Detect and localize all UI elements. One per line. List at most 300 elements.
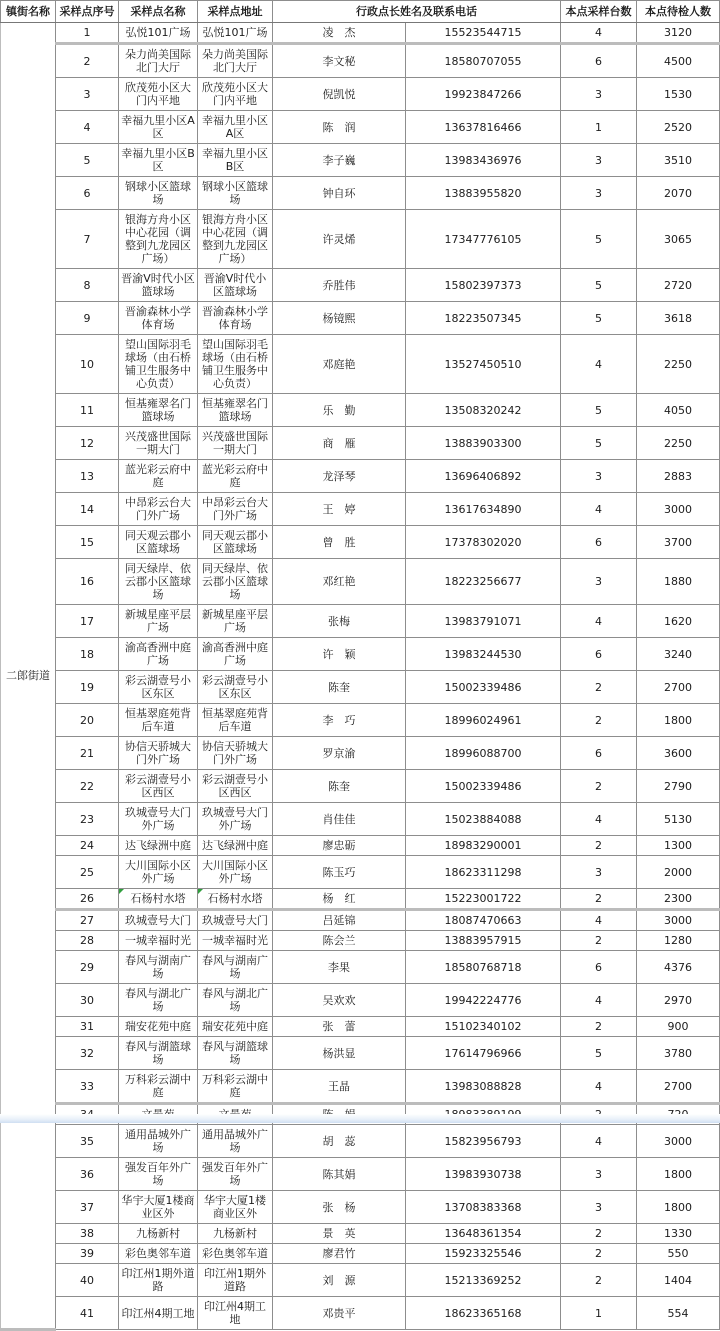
site-name-cell: 印江州1期外道路: [119, 1264, 198, 1297]
table-row: [1, 605, 720, 638]
site-addr-cell: 新城星座平层广场: [198, 605, 273, 638]
contact-phone-cell: 13983436976: [406, 144, 561, 177]
contact-name-cell: 曾 胜: [273, 526, 406, 559]
stations-count-cell: 4: [561, 23, 637, 44]
site-addr-cell: 瑞安花苑中庭: [198, 1017, 273, 1037]
stations-count-cell: 3: [561, 460, 637, 493]
contact-phone-cell: 13527450510: [406, 335, 561, 394]
table-row: [1, 526, 720, 559]
contact-name-cell: 罗京渝: [273, 737, 406, 770]
header-seq: 采样点序号: [56, 1, 119, 23]
site-name-cell: 银海方舟小区中心花园（调整到九龙园区广场）: [119, 210, 198, 269]
people-count-cell: 3780: [637, 1037, 720, 1070]
site-seq-cell: 25: [56, 856, 119, 889]
site-name-cell: 通用晶城外广场: [119, 1125, 198, 1158]
contact-name-cell: 王晶: [273, 1070, 406, 1104]
site-seq-cell: 28: [56, 931, 119, 951]
site-addr-cell: 朵力尚美国际北门大厅: [198, 44, 273, 78]
stations-count-cell: 3: [561, 78, 637, 111]
site-name-cell: 中昂彩云台大门外广场: [119, 493, 198, 526]
stations-count-cell: 4: [561, 335, 637, 394]
table-row: [1, 111, 720, 144]
stations-count-cell: 2: [561, 889, 637, 910]
stations-count-cell: 1: [561, 1297, 637, 1330]
stations-count-cell: 3: [561, 1158, 637, 1191]
site-seq-cell: 19: [56, 671, 119, 704]
site-addr-cell: 钢球小区篮球场: [198, 177, 273, 210]
table-row: [1, 836, 720, 856]
contact-phone-cell: 15223001722: [406, 889, 561, 910]
contact-name-cell: 龙泽琴: [273, 460, 406, 493]
contact-phone-cell: 13696406892: [406, 460, 561, 493]
site-seq-cell: 40: [56, 1264, 119, 1297]
stations-count-cell: 5: [561, 1037, 637, 1070]
contact-name-cell: 倪凯悦: [273, 78, 406, 111]
contact-phone-cell: 13983791071: [406, 605, 561, 638]
header-people: 本点待检人数: [637, 1, 720, 23]
contact-name-cell: 张梅: [273, 605, 406, 638]
site-seq-cell: 39: [56, 1244, 119, 1264]
table-row: [1, 269, 720, 302]
people-count-cell: 3510: [637, 144, 720, 177]
contact-phone-cell: 18623311298: [406, 856, 561, 889]
table-row: [1, 78, 720, 111]
site-name-cell: 欣茂苑小区大门内平地: [119, 78, 198, 111]
stations-count-cell: 2: [561, 1264, 637, 1297]
site-seq-cell: 8: [56, 269, 119, 302]
site-seq-cell: 22: [56, 770, 119, 803]
contact-phone-cell: 13508320242: [406, 394, 561, 427]
stations-count-cell: 5: [561, 269, 637, 302]
site-name-cell: 协信天骄城大门外广场: [119, 737, 198, 770]
stations-count-cell: 4: [561, 605, 637, 638]
site-name-cell: 恒基翠庭苑背后车道: [119, 704, 198, 737]
stations-count-cell: 2: [561, 1244, 637, 1264]
table-row: [1, 1125, 720, 1158]
contact-name-cell: 钟自环: [273, 177, 406, 210]
contact-name-cell: 李果: [273, 951, 406, 984]
site-addr-cell: 石杨村水塔: [198, 889, 273, 910]
site-name-cell: 玖城壹号大门: [119, 910, 198, 931]
contact-phone-cell: 15523544715: [406, 23, 561, 44]
site-addr-cell: 望山国际羽毛球场（由石桥铺卫生服务中心负责）: [198, 335, 273, 394]
people-count-cell: 2883: [637, 460, 720, 493]
contact-phone-cell: 18223256677: [406, 559, 561, 605]
contact-phone-cell: 15002339486: [406, 770, 561, 803]
site-seq-cell: 4: [56, 111, 119, 144]
contact-name-cell: 陈 润: [273, 111, 406, 144]
site-addr-cell: 强发百年外广场: [198, 1158, 273, 1191]
contact-name-cell: 王 婷: [273, 493, 406, 526]
contact-phone-cell: 18087470663: [406, 910, 561, 931]
table-row: [1, 931, 720, 951]
site-seq-cell: 30: [56, 984, 119, 1017]
contact-phone-cell: 15923325546: [406, 1244, 561, 1264]
people-count-cell: 2720: [637, 269, 720, 302]
table-row: [1, 803, 720, 836]
stations-count-cell: 4: [561, 493, 637, 526]
people-count-cell: 3600: [637, 737, 720, 770]
people-count-cell: 1620: [637, 605, 720, 638]
table-row: [1, 671, 720, 704]
site-seq-cell: 16: [56, 559, 119, 605]
people-count-cell: 3000: [637, 910, 720, 931]
contact-phone-cell: 13637816466: [406, 111, 561, 144]
site-seq-cell: 14: [56, 493, 119, 526]
table-row: [1, 1017, 720, 1037]
people-count-cell: 2070: [637, 177, 720, 210]
site-addr-cell: 九杨新村: [198, 1224, 273, 1244]
site-addr-cell: 玖城壹号大门外广场: [198, 803, 273, 836]
site-name-cell: 彩云湖壹号小区东区: [119, 671, 198, 704]
header-contact: 行政点长姓名及联系电话: [273, 1, 561, 23]
table-row: [1, 559, 720, 605]
table-row: [1, 427, 720, 460]
site-name-cell: 弘悦101广场: [119, 23, 198, 44]
site-addr-cell: 协信天骄城大门外广场: [198, 737, 273, 770]
people-count-cell: 3700: [637, 526, 720, 559]
site-addr-cell: 蓝光彩云府中庭: [198, 460, 273, 493]
people-count-cell: 1280: [637, 931, 720, 951]
site-seq-cell: 2: [56, 44, 119, 78]
people-count-cell: 550: [637, 1244, 720, 1264]
stations-count-cell: 2: [561, 671, 637, 704]
contact-phone-cell: 18580707055: [406, 44, 561, 78]
site-seq-cell: 36: [56, 1158, 119, 1191]
people-count-cell: 1800: [637, 1158, 720, 1191]
stations-count-cell: 3: [561, 856, 637, 889]
contact-name-cell: 陈其娟: [273, 1158, 406, 1191]
contact-phone-cell: 18996088700: [406, 737, 561, 770]
site-name-cell: 幸福九里小区A区: [119, 111, 198, 144]
site-name-cell: 玖城壹号大门外广场: [119, 803, 198, 836]
people-count-cell: 3000: [637, 493, 720, 526]
stations-count-cell: 4: [561, 984, 637, 1017]
contact-phone-cell: 13883957915: [406, 931, 561, 951]
site-name-cell: 恒基雍翠名门篮球场: [119, 394, 198, 427]
table-row: [1, 1297, 720, 1330]
site-name-cell: 春风与湖北广场: [119, 984, 198, 1017]
contact-name-cell: 杨洪显: [273, 1037, 406, 1070]
site-name-cell: 同天绿岸、依云郡小区篮球场: [119, 559, 198, 605]
town-name-cell: 二郎街道: [1, 23, 56, 1330]
table-row: [1, 144, 720, 177]
site-name-cell: 同天观云郡小区篮球场: [119, 526, 198, 559]
table-row: [1, 1224, 720, 1244]
site-seq-cell: 7: [56, 210, 119, 269]
site-addr-cell: 印江州1期外道路: [198, 1264, 273, 1297]
site-name-cell: 幸福九里小区B区: [119, 144, 198, 177]
contact-name-cell: 吴欢欢: [273, 984, 406, 1017]
site-seq-cell: 13: [56, 460, 119, 493]
contact-phone-cell: 15213369252: [406, 1264, 561, 1297]
people-count-cell: 2700: [637, 671, 720, 704]
site-name-cell: 一城幸福时光: [119, 931, 198, 951]
site-seq-cell: 18: [56, 638, 119, 671]
contact-phone-cell: 13708383368: [406, 1191, 561, 1224]
contact-phone-cell: 15823956793: [406, 1125, 561, 1158]
header-stations: 本点采样台数: [561, 1, 637, 23]
site-name-cell: 万科彩云湖中庭: [119, 1070, 198, 1104]
people-count-cell: 2000: [637, 856, 720, 889]
contact-phone-cell: 13983088828: [406, 1070, 561, 1104]
contact-name-cell: 胡 蕊: [273, 1125, 406, 1158]
table-row: [1, 1158, 720, 1191]
contact-name-cell: 陈奎: [273, 671, 406, 704]
site-seq-cell: 35: [56, 1125, 119, 1158]
site-addr-cell: 彩云湖壹号小区东区: [198, 671, 273, 704]
contact-name-cell: 李子巍: [273, 144, 406, 177]
contact-name-cell: 许灵烯: [273, 210, 406, 269]
contact-name-cell: 陈会兰: [273, 931, 406, 951]
stations-count-cell: 5: [561, 427, 637, 460]
contact-name-cell: 邓贵平: [273, 1297, 406, 1330]
contact-phone-cell: 15023884088: [406, 803, 561, 836]
site-seq-cell: 3: [56, 78, 119, 111]
people-count-cell: 554: [637, 1297, 720, 1330]
table-row: [1, 177, 720, 210]
site-seq-cell: 27: [56, 910, 119, 931]
site-name-cell: 新城星座平层广场: [119, 605, 198, 638]
table-row: [1, 737, 720, 770]
contact-name-cell: 张 蕾: [273, 1017, 406, 1037]
site-addr-cell: 玖城壹号大门: [198, 910, 273, 931]
people-count-cell: 2300: [637, 889, 720, 910]
table-row: [1, 1264, 720, 1297]
people-count-cell: 900: [637, 1017, 720, 1037]
site-seq-cell: 23: [56, 803, 119, 836]
stations-count-cell: 3: [561, 1191, 637, 1224]
contact-name-cell: 李文秘: [273, 44, 406, 78]
site-seq-cell: 32: [56, 1037, 119, 1070]
site-name-cell: 大川国际小区外广场: [119, 856, 198, 889]
table-row: [1, 638, 720, 671]
stations-count-cell: 6: [561, 951, 637, 984]
site-addr-cell: 彩云湖壹号小区西区: [198, 770, 273, 803]
site-addr-cell: 兴茂盛世国际一期大门: [198, 427, 273, 460]
table-row: [1, 770, 720, 803]
site-name-cell: 瑞安花苑中庭: [119, 1017, 198, 1037]
site-name-cell: 印江州4期工地: [119, 1297, 198, 1330]
site-name-cell: 华宇大厦1楼商业区外: [119, 1191, 198, 1224]
contact-name-cell: 邓庭艳: [273, 335, 406, 394]
site-name-cell: 晋渝V时代小区篮球场: [119, 269, 198, 302]
contact-phone-cell: 17378302020: [406, 526, 561, 559]
table-row: [1, 44, 720, 78]
stations-count-cell: 3: [561, 177, 637, 210]
site-seq-cell: 37: [56, 1191, 119, 1224]
stations-count-cell: 6: [561, 44, 637, 78]
site-addr-cell: 同天绿岸、依云郡小区篮球场: [198, 559, 273, 605]
people-count-cell: 3240: [637, 638, 720, 671]
site-seq-cell: 24: [56, 836, 119, 856]
table-row: [1, 302, 720, 335]
site-addr-cell: 晋渝V时代小区篮球场: [198, 269, 273, 302]
table-body: [1, 23, 720, 1330]
site-name-cell: 达飞绿洲中庭: [119, 836, 198, 856]
contact-name-cell: 许 颖: [273, 638, 406, 671]
site-addr-cell: 幸福九里小区A区: [198, 111, 273, 144]
people-count-cell: 2250: [637, 427, 720, 460]
contact-phone-cell: 19942224776: [406, 984, 561, 1017]
site-name-cell: 兴茂盛世国际一期大门: [119, 427, 198, 460]
contact-phone-cell: 18580768718: [406, 951, 561, 984]
site-addr-cell: 欣茂苑小区大门内平地: [198, 78, 273, 111]
contact-phone-cell: 18223507345: [406, 302, 561, 335]
site-seq-cell: 12: [56, 427, 119, 460]
contact-name-cell: 陈玉巧: [273, 856, 406, 889]
site-name-cell: 钢球小区篮球场: [119, 177, 198, 210]
contact-phone-cell: 13648361354: [406, 1224, 561, 1244]
stations-count-cell: 3: [561, 144, 637, 177]
contact-name-cell: 凌 杰: [273, 23, 406, 44]
site-addr-cell: 晋渝森林小学体育场: [198, 302, 273, 335]
site-addr-cell: 渝高香洲中庭广场: [198, 638, 273, 671]
site-seq-cell: 17: [56, 605, 119, 638]
stations-count-cell: 2: [561, 704, 637, 737]
site-addr-cell: 同天观云郡小区篮球场: [198, 526, 273, 559]
table-row: [1, 951, 720, 984]
site-addr-cell: 达飞绿洲中庭: [198, 836, 273, 856]
stations-count-cell: 2: [561, 1224, 637, 1244]
site-seq-cell: 38: [56, 1224, 119, 1244]
stations-count-cell: 4: [561, 910, 637, 931]
site-addr-cell: 印江州4期工地: [198, 1297, 273, 1330]
site-name-cell: 渝高香洲中庭广场: [119, 638, 198, 671]
people-count-cell: 3618: [637, 302, 720, 335]
site-seq-cell: 6: [56, 177, 119, 210]
people-count-cell: 5130: [637, 803, 720, 836]
people-count-cell: 1800: [637, 704, 720, 737]
contact-name-cell: 邓红艳: [273, 559, 406, 605]
contact-name-cell: 陈奎: [273, 770, 406, 803]
contact-name-cell: 景 英: [273, 1224, 406, 1244]
table-row: [1, 1191, 720, 1224]
people-count-cell: 2790: [637, 770, 720, 803]
contact-phone-cell: 13617634890: [406, 493, 561, 526]
site-seq-cell: 11: [56, 394, 119, 427]
people-count-cell: 2970: [637, 984, 720, 1017]
site-name-cell: 朵力尚美国际北门大厅: [119, 44, 198, 78]
table-row: [1, 460, 720, 493]
contact-name-cell: 肖佳佳: [273, 803, 406, 836]
table-row: [1, 210, 720, 269]
site-addr-cell: 通用晶城外广场: [198, 1125, 273, 1158]
site-name-cell: 春风与湖南广场: [119, 951, 198, 984]
stations-count-cell: 2: [561, 1017, 637, 1037]
site-seq-cell: 15: [56, 526, 119, 559]
site-addr-cell: 弘悦101广场: [198, 23, 273, 44]
site-addr-cell: 万科彩云湖中庭: [198, 1070, 273, 1104]
people-count-cell: 1330: [637, 1224, 720, 1244]
site-addr-cell: 银海方舟小区中心花园（调整到九龙园区广场）: [198, 210, 273, 269]
contact-name-cell: 刘 源: [273, 1264, 406, 1297]
site-seq-cell: 20: [56, 704, 119, 737]
site-seq-cell: 29: [56, 951, 119, 984]
people-count-cell: 1800: [637, 1191, 720, 1224]
people-count-cell: 3000: [637, 1125, 720, 1158]
stations-count-cell: 4: [561, 1070, 637, 1104]
header-site-name: 采样点名称: [119, 1, 198, 23]
site-name-cell: 蓝光彩云府中庭: [119, 460, 198, 493]
table-row: [1, 394, 720, 427]
site-addr-cell: 大川国际小区外广场: [198, 856, 273, 889]
site-addr-cell: 彩色奥邻车道: [198, 1244, 273, 1264]
contact-phone-cell: 13883903300: [406, 427, 561, 460]
contact-name-cell: 李 巧: [273, 704, 406, 737]
contact-name-cell: 张 杨: [273, 1191, 406, 1224]
contact-phone-cell: 15102340102: [406, 1017, 561, 1037]
site-seq-cell: 21: [56, 737, 119, 770]
site-name-cell: 彩云湖壹号小区西区: [119, 770, 198, 803]
site-seq-cell: 41: [56, 1297, 119, 1330]
contact-name-cell: 廖忠砺: [273, 836, 406, 856]
site-addr-cell: 春风与湖篮球场: [198, 1037, 273, 1070]
site-seq-cell: 31: [56, 1017, 119, 1037]
contact-name-cell: 商 雁: [273, 427, 406, 460]
people-count-cell: 3120: [637, 23, 720, 44]
stations-count-cell: 2: [561, 836, 637, 856]
people-count-cell: 4050: [637, 394, 720, 427]
table-row: [1, 889, 720, 910]
site-seq-cell: 10: [56, 335, 119, 394]
stations-count-cell: 5: [561, 210, 637, 269]
contact-name-cell: 乔胜伟: [273, 269, 406, 302]
site-seq-cell: 9: [56, 302, 119, 335]
contact-name-cell: 廖君竹: [273, 1244, 406, 1264]
contact-name-cell: 吕延锦: [273, 910, 406, 931]
contact-phone-cell: 13883955820: [406, 177, 561, 210]
people-count-cell: 2250: [637, 335, 720, 394]
people-count-cell: 1300: [637, 836, 720, 856]
contact-name-cell: 杨 红: [273, 889, 406, 910]
site-addr-cell: 春风与湖北广场: [198, 984, 273, 1017]
people-count-cell: 4500: [637, 44, 720, 78]
table-row: [1, 1037, 720, 1070]
site-seq-cell: 33: [56, 1070, 119, 1104]
site-name-cell: 彩色奥邻车道: [119, 1244, 198, 1264]
people-count-cell: 2520: [637, 111, 720, 144]
table-header: [1, 1, 720, 23]
table-row: [1, 856, 720, 889]
site-addr-cell: 恒基翠庭苑背后车道: [198, 704, 273, 737]
site-seq-cell: 5: [56, 144, 119, 177]
stations-count-cell: 1: [561, 111, 637, 144]
stations-count-cell: 5: [561, 302, 637, 335]
site-addr-cell: 华宇大厦1楼商业区外: [198, 1191, 273, 1224]
contact-phone-cell: 17614796966: [406, 1037, 561, 1070]
contact-phone-cell: 15802397373: [406, 269, 561, 302]
contact-phone-cell: 18996024961: [406, 704, 561, 737]
header-site-addr: 采样点地址: [198, 1, 273, 23]
table-row: [1, 984, 720, 1017]
site-addr-cell: 一城幸福时光: [198, 931, 273, 951]
stations-count-cell: 4: [561, 1125, 637, 1158]
site-addr-cell: 春风与湖南广场: [198, 951, 273, 984]
site-name-cell: 春风与湖篮球场: [119, 1037, 198, 1070]
stations-count-cell: 6: [561, 737, 637, 770]
contact-phone-cell: 18623365168: [406, 1297, 561, 1330]
contact-phone-cell: 13983930738: [406, 1158, 561, 1191]
table-row: [1, 704, 720, 737]
site-name-cell: 望山国际羽毛球场（由石桥铺卫生服务中心负责）: [119, 335, 198, 394]
site-name-cell: 九杨新村: [119, 1224, 198, 1244]
stations-count-cell: 2: [561, 931, 637, 951]
table-row: [1, 335, 720, 394]
site-addr-cell: 中昂彩云台大门外广场: [198, 493, 273, 526]
table-row: [1, 23, 720, 44]
people-count-cell: 1404: [637, 1264, 720, 1297]
